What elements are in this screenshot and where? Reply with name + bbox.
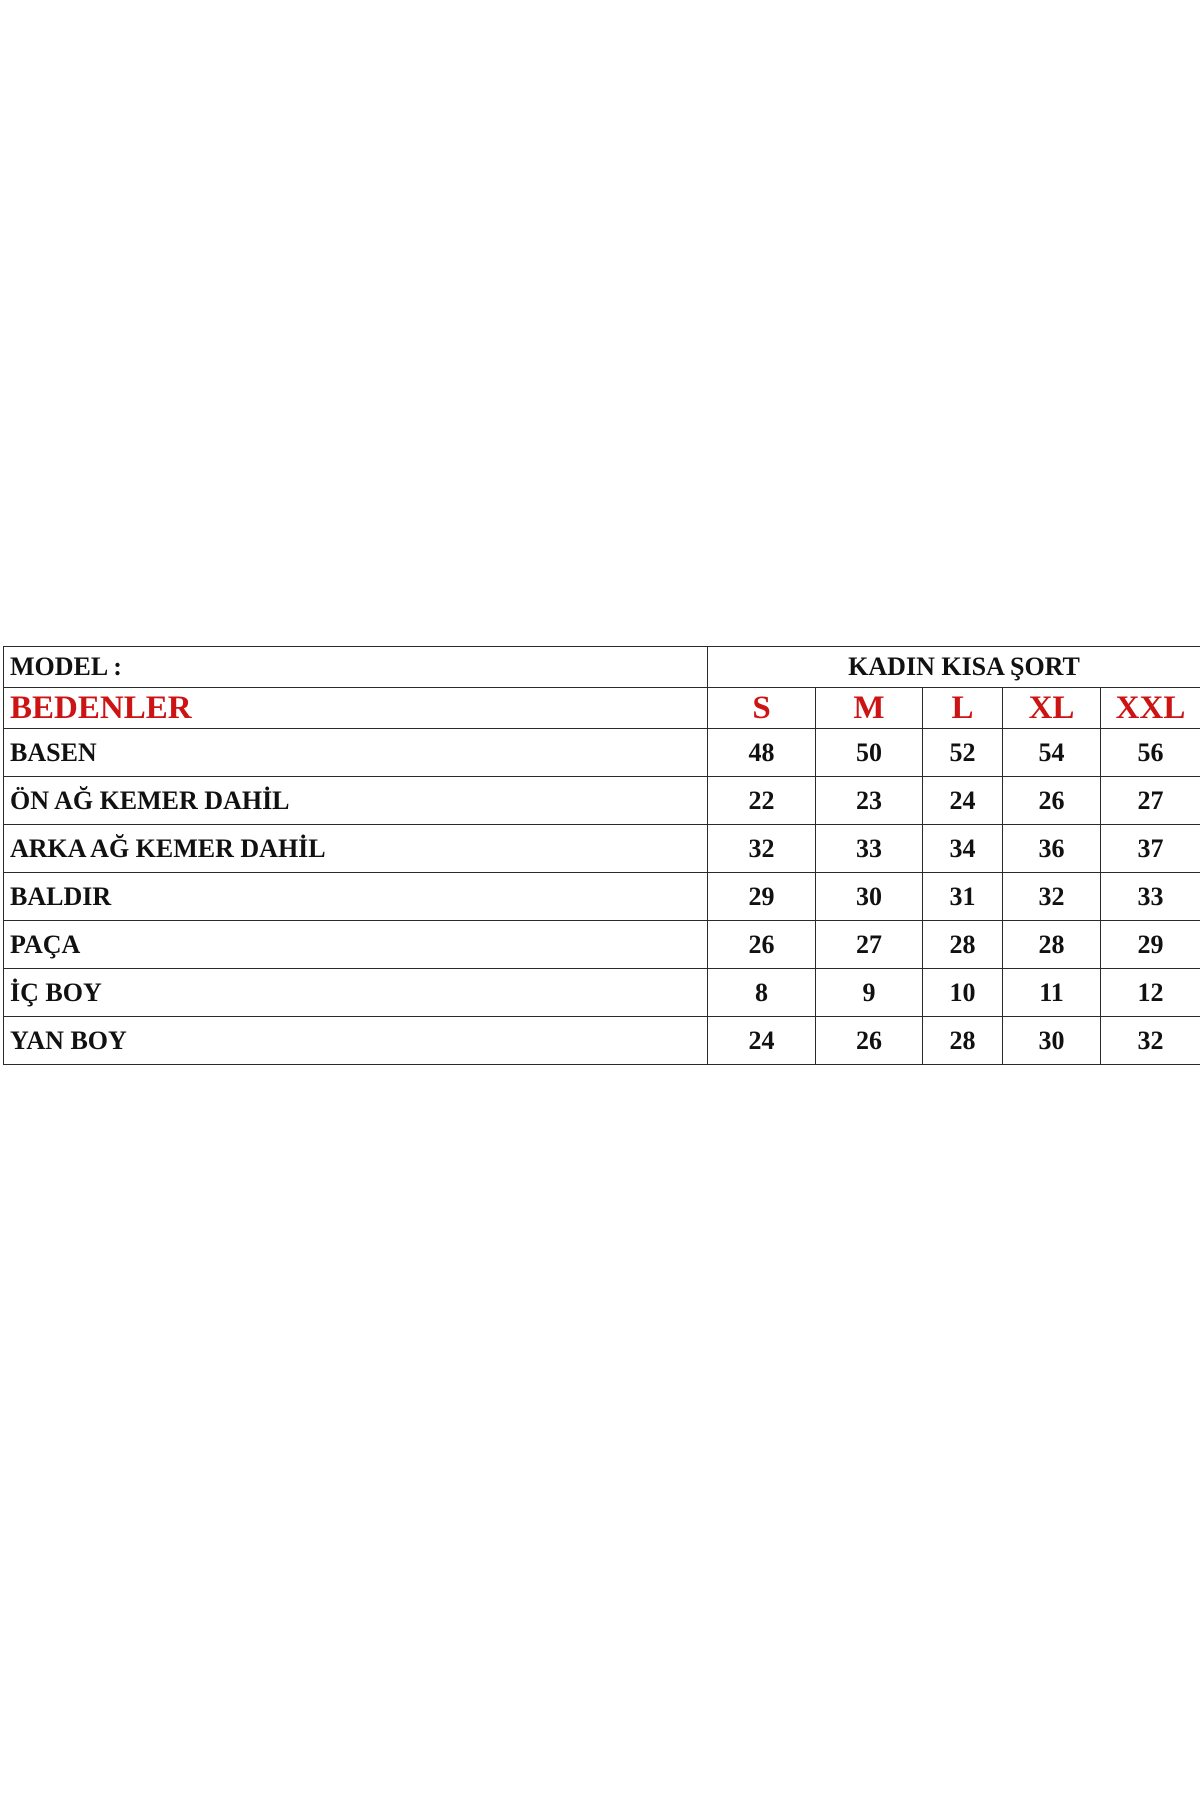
size-header-l: L (923, 688, 1003, 729)
table-cell: 22 (708, 777, 816, 825)
model-value: KADIN KISA ŞORT (708, 647, 1200, 688)
table-cell: 50 (816, 729, 923, 777)
table-cell: 56 (1101, 729, 1200, 777)
row-label: PAÇA (4, 921, 708, 969)
row-label: İÇ BOY (4, 969, 708, 1017)
table-row (4, 921, 1200, 969)
table-row (4, 825, 1200, 873)
table-cell: 26 (816, 1017, 923, 1065)
table-cell: 9 (816, 969, 923, 1017)
table-cell: 48 (708, 729, 816, 777)
table-cell: 8 (708, 969, 816, 1017)
model-row (4, 647, 1200, 688)
row-label: BASEN (4, 729, 708, 777)
table-cell: 30 (816, 873, 923, 921)
size-header-m: M (816, 688, 923, 729)
row-label: BALDIR (4, 873, 708, 921)
size-header-xl: XL (1003, 688, 1101, 729)
table-row (4, 969, 1200, 1017)
table-cell: 24 (708, 1017, 816, 1065)
table-cell: 34 (923, 825, 1003, 873)
table-row (4, 1017, 1200, 1065)
sizes-header-row (4, 688, 1200, 729)
table-row (4, 873, 1200, 921)
table-cell: 32 (708, 825, 816, 873)
table-cell: 32 (1003, 873, 1101, 921)
size-header-xxl: XXL (1101, 688, 1200, 729)
table-cell: 12 (1101, 969, 1200, 1017)
table-cell: 27 (1101, 777, 1200, 825)
row-label: ÖN AĞ KEMER DAHİL (4, 777, 708, 825)
table-cell: 28 (923, 921, 1003, 969)
row-label: ARKA AĞ KEMER DAHİL (4, 825, 708, 873)
model-label: MODEL : (4, 647, 708, 688)
table-cell: 23 (816, 777, 923, 825)
table-cell: 29 (708, 873, 816, 921)
table-cell: 10 (923, 969, 1003, 1017)
table-cell: 33 (1101, 873, 1200, 921)
table-cell: 52 (923, 729, 1003, 777)
table-row (4, 729, 1200, 777)
table-cell: 37 (1101, 825, 1200, 873)
table-cell: 29 (1101, 921, 1200, 969)
table-cell: 28 (923, 1017, 1003, 1065)
table-cell: 27 (816, 921, 923, 969)
table-cell: 31 (923, 873, 1003, 921)
table-cell: 24 (923, 777, 1003, 825)
table-cell: 54 (1003, 729, 1101, 777)
table-cell: 33 (816, 825, 923, 873)
table-cell: 26 (708, 921, 816, 969)
row-label: YAN BOY (4, 1017, 708, 1065)
table-cell: 26 (1003, 777, 1101, 825)
table-cell: 30 (1003, 1017, 1101, 1065)
size-header-s: S (708, 688, 816, 729)
table-row (4, 777, 1200, 825)
size-chart-table (3, 646, 1200, 1065)
table-cell: 11 (1003, 969, 1101, 1017)
table-cell: 36 (1003, 825, 1101, 873)
sizes-label: BEDENLER (4, 688, 708, 729)
table-cell: 32 (1101, 1017, 1200, 1065)
table-cell: 28 (1003, 921, 1101, 969)
